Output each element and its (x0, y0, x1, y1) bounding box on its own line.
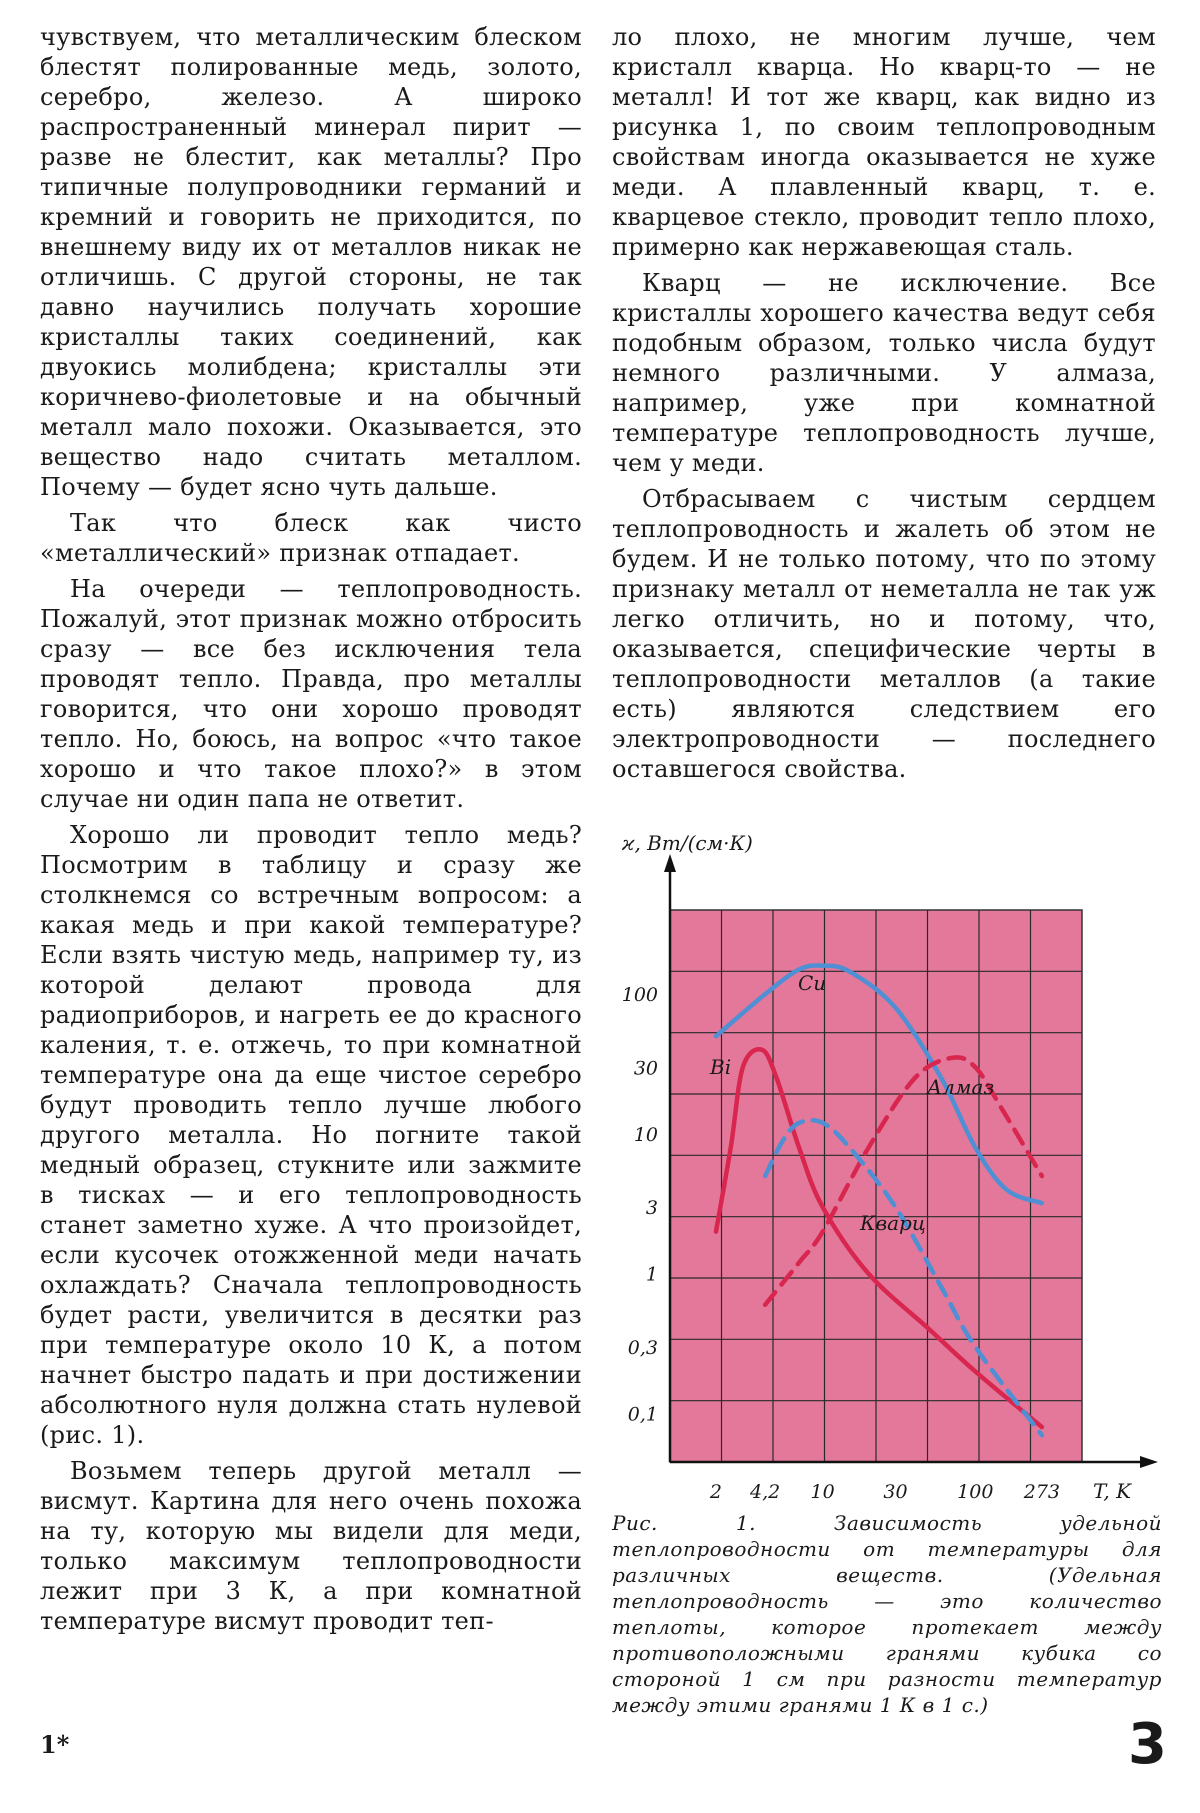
x-axis-label: T, K (1092, 1479, 1132, 1503)
x-tick-label: 4,2 (750, 1481, 781, 1503)
y-tick-label: 3 (645, 1197, 658, 1220)
paragraph: Возьмем теперь другой металл — висмут. Картина для него очень похожа на ту, которую мы видели для меди, только максимум теплопроводности лежит при 3 К, а при комнатной температуре висмут проводит теп- (40, 1457, 582, 1635)
left-column (40, 22, 582, 1642)
x-tick-label: 2 (709, 1481, 722, 1503)
y-axis-arrow (664, 854, 676, 872)
y-tick-label: 0,3 (627, 1336, 658, 1359)
x-tick-label: 30 (883, 1481, 908, 1503)
paragraph: чувствуем, что металлическим блеском блестят полированные медь, золото, серебро, железо. А широко распространенный минерал пирит — разве не блестит, как металлы? Про типичные полупроводники германий и кремний и говорить не приходится, по внешнему виду их от металлов никак не отличишь. С другой стороны, не так давно научились получать хорошие кристаллы таких соединений, как двуокись молибдена; кристаллы эти коричнево-фиолетовые и на обычный металл мало похожи. Оказывается, это вещество надо считать металлом. Почему — будет ясно чуть дальше. (40, 23, 582, 501)
paragraph: На очереди — теплопроводность. Пожалуй, этот признак можно отбросить сразу — все без исключения тела проводят тепло. Правда, про металлы говорится, что они хорошо проводят тепло. Но, боюсь, на вопрос «что такое хорошо и что такое плохо?» в этом случае ни один папа не ответит. (40, 575, 582, 813)
series-label: Cu (798, 971, 827, 995)
y-tick-label: 10 (633, 1123, 658, 1146)
x-axis-arrow (1140, 1456, 1158, 1468)
y-tick-label: 1 (645, 1263, 658, 1286)
y-tick-label: 0,1 (627, 1403, 658, 1426)
x-tick-label: 273 (1023, 1481, 1061, 1503)
y-tick-label: 30 (633, 1057, 658, 1080)
figure-caption: Рис. 1. Зависимость удельной теплопроводности от температуры для различных веществ. (Удельная теплопроводность — это количество теплоты, которое протекает между противоположными гранями кубика со стороной 1 см при разности температур между этими гранями 1 К в 1 с.) (612, 1511, 1162, 1717)
signature-mark: 1* (40, 1730, 70, 1759)
paragraph: ло плохо, не многим лучше, чем кристалл кварца. Но кварц-то — не металл! И тот же кварц, как видно из рисунка 1, по своим теплопроводным свойствам иногда оказывается не хуже меди. А плавленный кварц, т. е. кварцевое стекло, проводит тепло плохо, примерно как нержавеющая сталь. (612, 23, 1156, 261)
paragraph: Кварц — не исключение. Все кристаллы хорошего качества ведут себя подобным образом, только числа будут немного различными. У алмаза, например, уже при комнатной температуре теплопроводность лучше, чем у меди. (612, 269, 1156, 477)
paragraph: Хорошо ли проводит тепло медь? Посмотрим в таблицу и сразу же столкнемся со встречным вопросом: а какая медь и при какой температуре? Если взять чистую медь, например ту, из которой делают провода для радиоприборов, и нагреть ее до красного каления, т. е. отжечь, то при комнатной температуре она да еще чистое серебро будут проводить тепло лучше любого другого металла. Но погните такой медный образец, стукните или зажмите в тисках — и его теплопроводность станет заметно хуже. А что произойдет, если кусочек отожженной меди начать охлаждать? Сначала теплопроводность будет расти, увеличится в десятки раз при температуре около 10 К, а потом начнет быстро падать и при достижении абсолютного нуля должна стать нулевой (рис. 1). (40, 821, 582, 1449)
paragraph: Так что блеск как чисто «металлический» признак отпадает. (40, 509, 582, 567)
x-tick-label: 100 (957, 1481, 994, 1503)
series-label: Кварц (860, 1211, 926, 1235)
page-number: 3 (1128, 1712, 1167, 1777)
x-tick-label: 10 (810, 1481, 835, 1503)
paragraph: Отбрасываем с чистым сердцем теплопроводность и жалеть об этом не будем. И не только потому, что по этому признаку металл от неметалла не так уж легко отличить, но и потому, что, оказывается, специфические черты в теплопроводности металлов (а такие есть) являются следствием его электропроводности — последнего оставшегося свойства. (612, 485, 1156, 783)
series-label: Bi (710, 1055, 732, 1079)
y-axis-label: ϰ, Вт/(см·К) (622, 831, 753, 855)
thermal-conductivity-chart (612, 830, 1172, 1510)
y-tick-label: 100 (621, 984, 658, 1007)
series-label: Алмаз (927, 1075, 995, 1099)
right-column (612, 22, 1156, 790)
